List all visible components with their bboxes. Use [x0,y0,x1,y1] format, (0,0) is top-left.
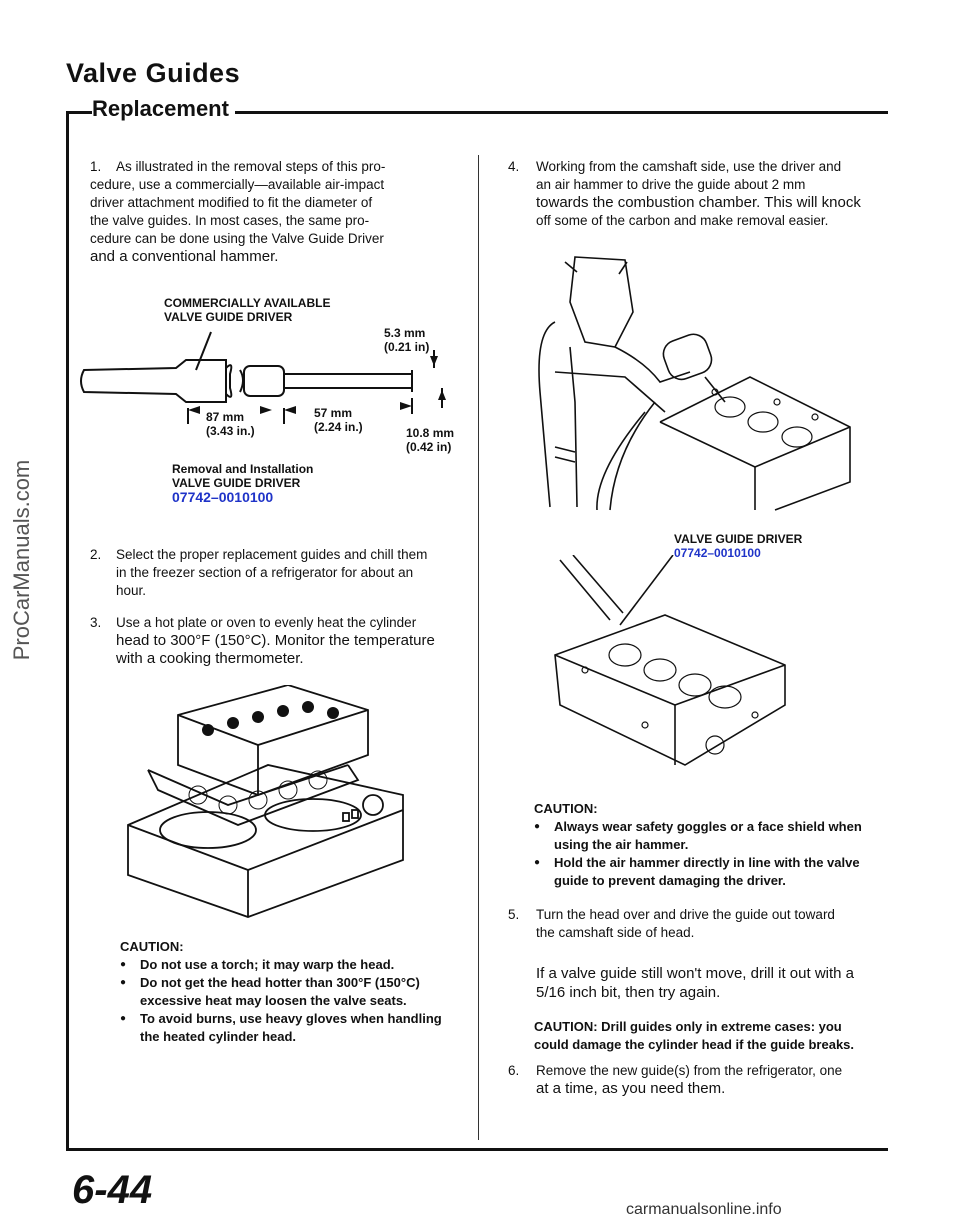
side-watermark: ProCarManuals.com [9,459,34,661]
step-6: 6. Remove the new guide(s) from the refrigerator, one at a time, as you need them. [508,1063,843,1097]
step-3: 3. Use a hot plate or oven to evenly heat the cylinder head to 300°F (150°C). Monitor the temperature with a cooking thermometer. [90,615,435,667]
section-subtitle: Replacement [92,96,235,122]
dim-c-label: 57 mm (2.24 in.) [314,406,363,434]
left-rule [66,111,69,1151]
caution-left [120,938,460,1046]
page-title: Valve Guides [66,58,241,88]
step-1-number: 1. [90,159,102,174]
step-1: 1. As illustrated in the removal steps of this pro- cedure, use a commercially—available air-impact driver attachment modified to fit the diameter of the valve guides. In most cases, the same pro- cedure can be done using the Valve Guide Driver and a conventional hammer. [90,159,386,265]
caution-item: ● Hold the air hammer directly in line with the valve guide to prevent damaging the driver. [534,854,866,890]
bottom-rule [66,1148,888,1151]
dim-b-label: 87 mm (3.43 in.) [206,410,255,438]
caution-item: ● Always wear safety goggles or a face shield when using the air hammer. [534,818,866,854]
figure-1-caption: COMMERCIALLY AVAILABLE VALVE GUIDE DRIVER [164,296,331,324]
caution-right-heading: CAUTION: [534,801,598,816]
caution-left-heading: CAUTION: [120,939,184,954]
column-divider [478,155,479,1140]
drill-caution: CAUTION: Drill guides only in extreme cases: you could damage the cylinder head if the guide breaks. [534,1019,855,1052]
tool-label: Removal and Installation VALVE GUIDE DRIVER 07742–0010100 [172,462,314,505]
driver-in-head-illustration [545,555,805,780]
tool-part-number: 07742–0010100 [172,489,274,505]
caution-right [534,800,866,890]
step-4: 4. Working from the camshaft side, use the driver and an air hammer to drive the guide about 2 mm towards the combustion chamber. This will knock off some of the carbon and make removal easier. [508,159,861,228]
dim-a-label: 5.3 mm (0.21 in) [384,326,430,354]
step-2: 2. Select the proper replacement guides and chill them in the freezer section of a refrigerator for about an hour. [90,547,428,598]
figure-3-part-number: 07742–0010100 [674,546,761,560]
footer-link[interactable]: carmanualsonline.info [626,1201,782,1218]
hot-plate-illustration [118,685,408,920]
figure-3-label: VALVE GUIDE DRIVER 07742–0010100 [674,532,803,560]
air-hammer-technician-illustration [515,252,860,512]
caution-item: ● Do not use a torch; it may warp the head. [120,956,460,974]
page-number: 6-44 [72,1168,153,1212]
caution-item: ● Do not get the head hotter than 300°F (150°C) excessive heat may loosen the valve seats. [120,974,460,1010]
valve-guide-driver-diagram [76,330,466,440]
caution-item: ● To avoid burns, use heavy gloves when handling the heated cylinder head. [120,1010,460,1046]
dim-d-label: 10.8 mm (0.42 in) [406,426,455,454]
step-5: 5. Turn the head over and drive the guide out toward the camshaft side of head. [508,907,835,940]
step-5-note: If a valve guide still won't move, drill it out with a 5/16 inch bit, then try again. [536,965,855,1001]
